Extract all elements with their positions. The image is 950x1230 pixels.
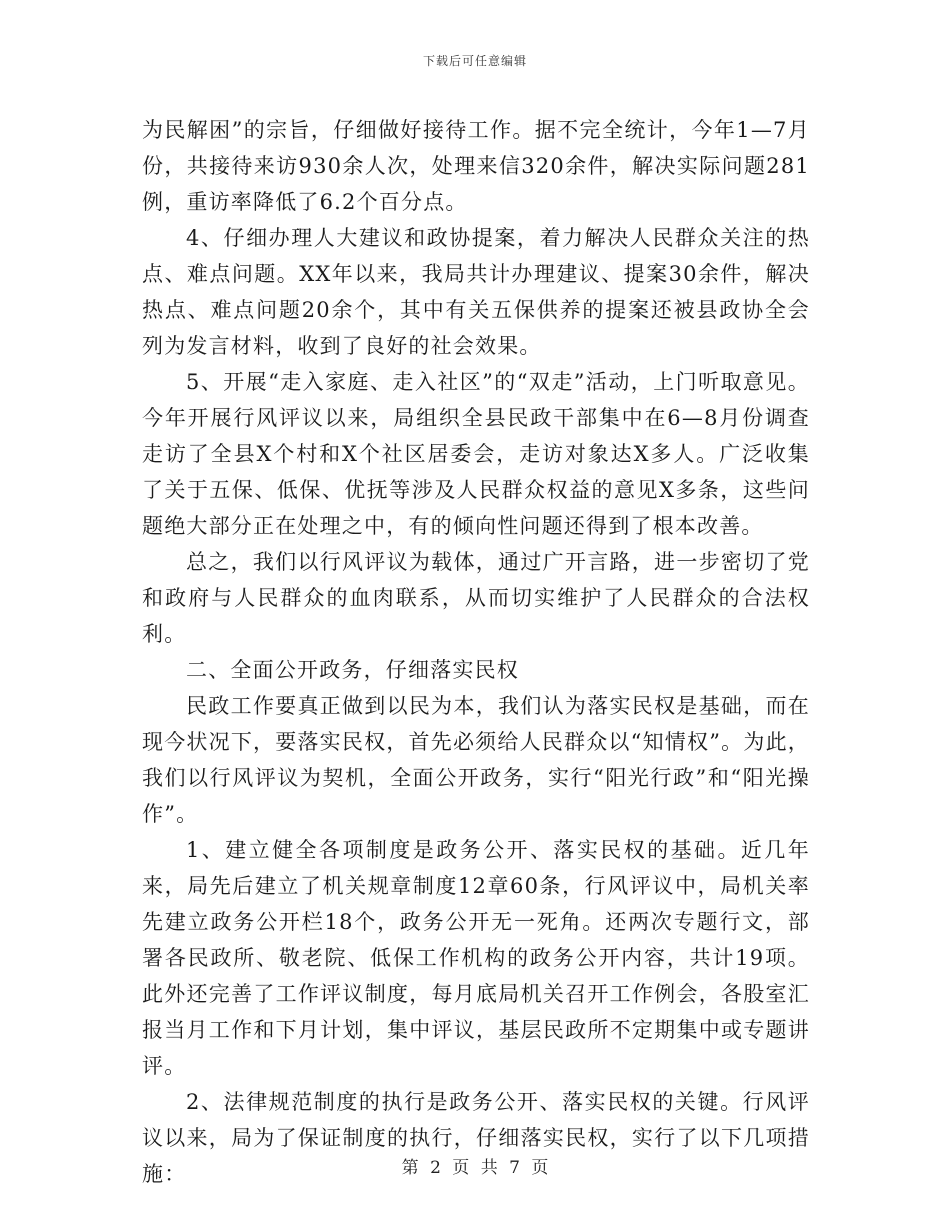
paragraph: 民政工作要真正做到以民为本，我们认为落实民权是基础，而在现今状况下，要落实民权，首先必须给人民群众以“知情权”。为此，我们以行风评议为契机，全面公开政务，实行“阳光行政”和“阳光操作”。	[142, 694, 810, 826]
paragraph: 总之，我们以行风评议为载体，通过广开言路，进一步密切了党和政府与人民群众的血肉联系，从而切实维护了人民群众的合法权利。	[142, 550, 810, 646]
paragraph: 2、法律规范制度的执行是政务公开、落实民权的关键。行风评议以来，局为了保证制度的执行，仔细落实民权，实行了以下几项措施：	[142, 1090, 810, 1186]
document-body	[142, 112, 810, 1192]
page-number: 第 2 页 共 7 页	[401, 1158, 549, 1178]
paragraph: 为民解困”的宗旨，仔细做好接待工作。据不完全统计，今年1—7月份，共接待来访930余人次，处理来信320余件，解决实际问题281例，重访率降低了6.2个百分点。	[142, 118, 810, 214]
paragraph: 5、开展“走入家庭、走入社区”的“双走”活动，上门听取意见。今年开展行风评议以来，局组织全县民政干部集中在6—8月份调查走访了全县X个村和X个社区居委会，走访对象达X多人。广泛收集了关于五保、低保、优抚等涉及人民群众权益的意见X多条，这些问题绝大部分正在处理之中，有的倾向性问题还得到了根本改善。	[142, 370, 810, 538]
paragraph: 1、建立健全各项制度是政务公开、落实民权的基础。近几年来，局先后建立了机关规章制度12章60条，行风评议中，局机关率先建立政务公开栏18个，政务公开无一死角。还两次专题行文，部署各民政所、敬老院、低保工作机构的政务公开内容，共计19项。此外还完善了工作评议制度，每月底局机关召开工作例会，各股室汇报当月工作和下月计划，集中评议，基层民政所不定期集中或专题讲评。	[142, 838, 810, 1078]
section-heading: 二、全面公开政务，仔细落实民权	[186, 658, 519, 682]
paragraph: 4、仔细办理人大建议和政协提案，着力解决人民群众关注的热点、难点问题。XX年以来，我局共计办理建议、提案30余件，解决热点、难点问题20余个，其中有关五保供养的提案还被县政协全会列为发言材料，收到了良好的社会效果。	[142, 226, 810, 358]
page-header: 下载后可任意编辑	[422, 54, 527, 68]
